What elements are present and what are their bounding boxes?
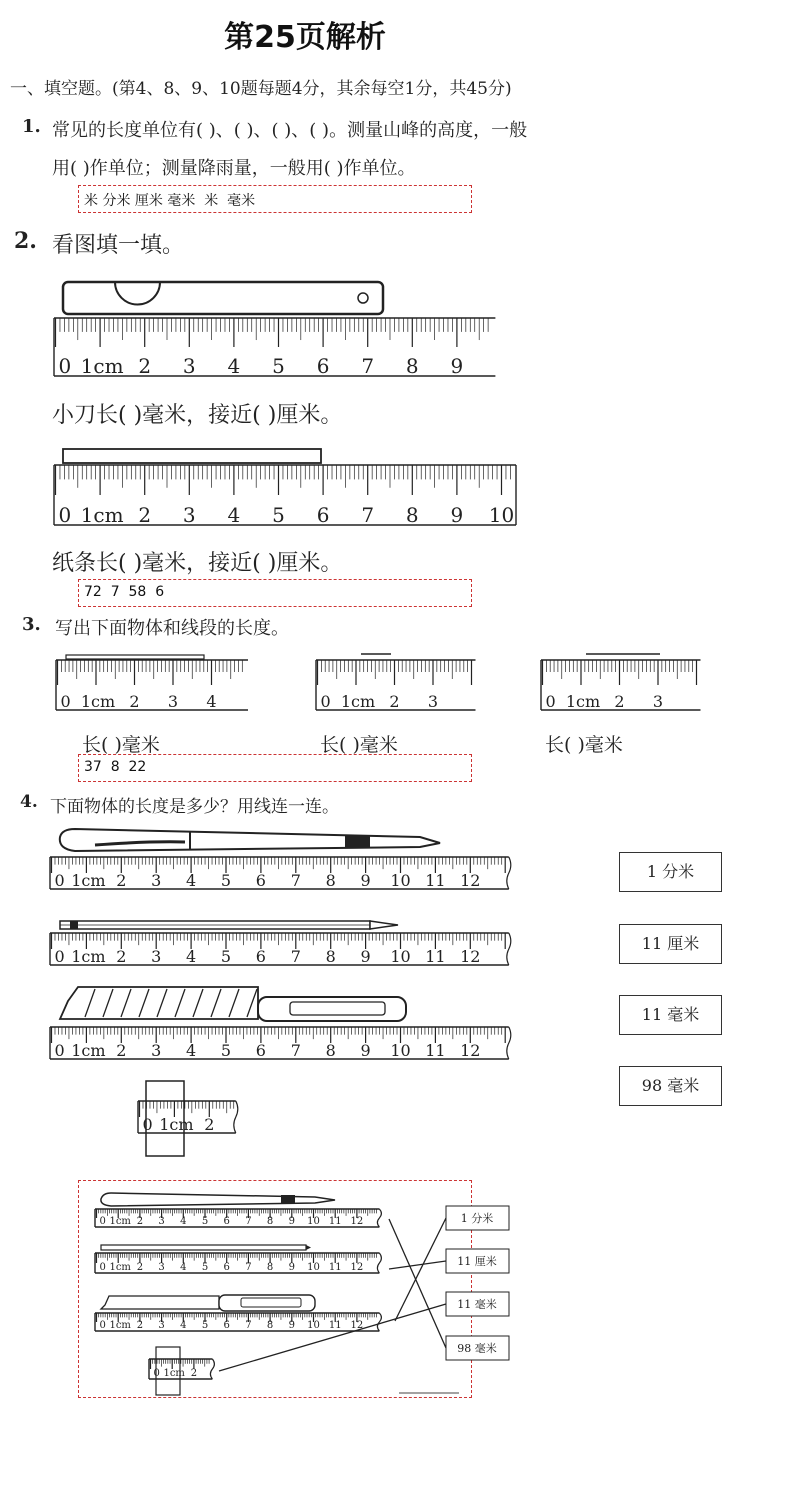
ruler: [50, 1027, 511, 1060]
ruler-tick-label: 6: [255, 1041, 266, 1060]
ruler-tick-label: 2: [116, 871, 127, 890]
ruler-tick-label: 5: [220, 1041, 232, 1060]
ruler-tick-label: 10: [390, 1041, 411, 1060]
ruler-tick-label: 12: [460, 947, 481, 966]
ruler-tick-label: 2: [138, 503, 152, 527]
ruler-cm-label: 1cm: [159, 1115, 194, 1134]
ruler-tick-label: 2: [116, 1041, 127, 1060]
q3-rulers-figure: [0, 650, 720, 720]
ruler-tick-label: 7: [245, 1262, 252, 1273]
ruler-cm-label: 1cm: [340, 692, 376, 711]
ruler-tick-label: 5: [272, 354, 285, 378]
ruler-tick-label: 4: [227, 503, 241, 527]
q1-number: 1.: [22, 116, 41, 137]
ruler-tick-label: 4: [227, 354, 241, 378]
ruler-tick-label: 0: [153, 1368, 160, 1379]
ruler-tick-label: 10: [488, 503, 515, 527]
ruler-tick-label: 7: [245, 1216, 252, 1227]
ruler-tick-label: 12: [350, 1320, 364, 1331]
ruler-tick-label: 8: [325, 947, 336, 966]
q4-objects-figure: [0, 825, 560, 1165]
ruler-tick-label: 4: [180, 1262, 187, 1273]
ruler-tick-label: 11: [425, 947, 446, 966]
ruler-tick-label: 2: [190, 1368, 198, 1379]
ruler-cm-label: 1cm: [80, 354, 124, 378]
q3-number: 3.: [22, 614, 41, 635]
ruler-tick-label: 3: [158, 1262, 165, 1273]
match-line-cutter: [395, 1218, 446, 1321]
ruler-tick-label: 3: [182, 503, 196, 527]
q4-number: 4.: [20, 792, 38, 812]
option-box-1[interactable]: 1 分米: [619, 852, 722, 892]
q1-answer-box: 米 分米 厘米 毫米 米 毫米: [78, 185, 472, 213]
option-box-4[interactable]: 98 毫米: [619, 1066, 722, 1106]
ruler-cm-label: 1cm: [109, 1216, 131, 1227]
ruler-tick-label: 0: [54, 947, 65, 966]
ruler-tick-label: 4: [186, 871, 197, 890]
ruler-tick-label: 3: [151, 871, 162, 890]
ruler-tick-label: 12: [460, 1041, 481, 1060]
ruler-tick-label: 3: [158, 1216, 165, 1227]
ruler-tick-label: 3: [151, 947, 162, 966]
ruler-tick-label: 12: [350, 1262, 364, 1273]
ruler-tick-label: 3: [652, 692, 664, 711]
ruler-tick-label: 3: [167, 692, 179, 711]
ruler-tick-label: 10: [307, 1216, 320, 1227]
ruler-tick-label: 9: [360, 947, 371, 966]
ruler-cm-label: 1cm: [71, 947, 106, 966]
ruler: [95, 1313, 381, 1331]
ruler-cm-label: 1cm: [80, 692, 116, 711]
ruler-tick-label: 9: [360, 871, 371, 890]
ruler-tick-label: 11: [425, 871, 446, 890]
q3-label-2: 长( )毫米: [320, 734, 398, 756]
ruler-tick-label: 9: [288, 1216, 295, 1227]
ruler-tick-label: 0: [142, 1115, 153, 1134]
q4-answer-box: [78, 1180, 497, 1398]
knife-ruler-figure: [0, 270, 540, 380]
ruler-tick-label: 0: [58, 503, 72, 527]
pencil-icon: [60, 921, 398, 929]
ruler-tick-label: 7: [290, 947, 301, 966]
ruler-tick-label: 4: [186, 947, 197, 966]
ruler-tick-label: 7: [361, 354, 375, 378]
ruler-tick-label: 8: [325, 1041, 336, 1060]
q3-answer-box: 37 8 22: [78, 754, 472, 782]
ruler-cm-label: 1cm: [109, 1320, 131, 1331]
answer-box-4-label: 98 毫米: [457, 1342, 497, 1355]
q2-number: 2.: [14, 228, 37, 254]
ruler: [54, 465, 516, 527]
ruler-tick-label: 0: [99, 1262, 106, 1273]
ruler: [541, 660, 701, 711]
answer-box-2-label: 11 厘米: [457, 1255, 497, 1268]
q3-label-1: 长( )毫米: [82, 734, 160, 756]
ruler-cm-label: 1cm: [71, 1041, 106, 1060]
ruler-tick-label: 5: [201, 1320, 209, 1331]
q1-line1: 常见的长度单位有( )、( )、( )、( )。测量山峰的高度，一般: [52, 120, 528, 141]
ruler-tick-label: 11: [425, 1041, 446, 1060]
ruler-tick-label: 8: [325, 871, 336, 890]
ruler-tick-label: 5: [272, 503, 285, 527]
ruler-tick-label: 9: [450, 354, 464, 378]
ruler-tick-label: 5: [201, 1262, 209, 1273]
ruler-tick-label: 12: [350, 1216, 364, 1227]
ruler-tick-label: 4: [186, 1041, 197, 1060]
ruler-tick-label: 2: [116, 947, 127, 966]
q3-label-3: 长( )毫米: [545, 734, 623, 756]
ruler: [50, 933, 511, 966]
q1-line2: 用( )作单位；测量降雨量，一般用( )作单位。: [52, 158, 416, 179]
ruler-cm-label: 1cm: [80, 503, 124, 527]
ruler: [56, 660, 248, 711]
pen-icon: [60, 829, 440, 851]
ruler-cm-label: 1cm: [565, 692, 601, 711]
ruler-cm-label: 1cm: [163, 1368, 185, 1379]
paper-strip: [63, 449, 321, 463]
ruler: [50, 857, 511, 890]
ruler-tick-label: 0: [54, 871, 65, 890]
ruler-tick-label: 6: [255, 947, 266, 966]
answer-matching-figure: [79, 1181, 497, 1397]
match-line-pencil: [389, 1261, 446, 1269]
ruler-tick-label: 8: [405, 354, 419, 378]
utility-knife-icon: [101, 1295, 315, 1311]
ruler-tick-label: 3: [427, 692, 439, 711]
ruler-tick-label: 11: [328, 1216, 342, 1227]
option-box-2[interactable]: 11 厘米: [619, 924, 722, 964]
ruler-tick-label: 3: [182, 354, 196, 378]
ruler-tick-label: 0: [54, 1041, 65, 1060]
q4-prompt: 下面物体的长度是多少？用线连一连。: [50, 797, 339, 817]
ruler-tick-label: 10: [390, 871, 411, 890]
q2-answer-box: 72 7 58 6: [78, 579, 472, 607]
page-title: 第25页解析: [224, 20, 386, 55]
ruler-cm-label: 1cm: [109, 1262, 131, 1273]
ruler-tick-label: 2: [136, 1262, 144, 1273]
object-bar: [66, 655, 204, 659]
ruler-tick-label: 2: [136, 1216, 144, 1227]
answer-box-3-label: 11 毫米: [457, 1298, 497, 1311]
ruler-tick-label: 2: [614, 692, 625, 711]
ruler-tick-label: 10: [390, 947, 411, 966]
answer-option-boxes: [446, 1206, 509, 1360]
q2-prompt: 看图填一填。: [52, 233, 185, 258]
pen-icon: [101, 1193, 335, 1206]
ruler-tick-label: 8: [405, 503, 419, 527]
ruler-tick-label: 0: [545, 692, 556, 711]
ruler-tick-label: 6: [223, 1262, 230, 1273]
ruler: [95, 1253, 381, 1273]
knife-icon: [63, 282, 383, 314]
ruler-tick-label: 0: [99, 1216, 106, 1227]
ruler-tick-label: 9: [450, 503, 464, 527]
option-box-3[interactable]: 11 毫米: [619, 995, 722, 1035]
ruler-tick-label: 5: [220, 947, 232, 966]
ruler-tick-label: 7: [290, 1041, 301, 1060]
ruler-tick-label: 4: [206, 692, 217, 711]
ruler-tick-label: 6: [316, 503, 330, 527]
ruler-tick-label: 0: [60, 692, 71, 711]
ruler-tick-label: 2: [204, 1115, 215, 1134]
ruler-tick-label: 0: [99, 1320, 106, 1331]
ruler-tick-label: 7: [290, 871, 301, 890]
ruler: [316, 660, 476, 711]
q2-knife-text: 小刀长( )毫米，接近( )厘米。: [52, 403, 343, 428]
q2-strip-text: 纸条长( )毫米，接近( )厘米。: [52, 551, 343, 576]
ruler-tick-label: 11: [328, 1320, 342, 1331]
ruler-tick-label: 0: [320, 692, 331, 711]
ruler-tick-label: 8: [266, 1262, 274, 1273]
ruler-tick-label: 10: [307, 1262, 320, 1273]
ruler-tick-label: 6: [223, 1320, 230, 1331]
ruler-tick-label: 8: [266, 1216, 274, 1227]
ruler-tick-label: 7: [245, 1320, 252, 1331]
ruler-tick-label: 4: [180, 1216, 187, 1227]
ruler-tick-label: 0: [58, 354, 72, 378]
ruler-tick-label: 3: [151, 1041, 162, 1060]
answer-box-1-label: 1 分米: [460, 1212, 494, 1225]
ruler-tick-label: 2: [389, 692, 400, 711]
ruler: [54, 318, 495, 378]
ruler-tick-label: 2: [138, 354, 152, 378]
ruler-tick-label: 7: [361, 503, 375, 527]
ruler-tick-label: 9: [288, 1262, 295, 1273]
match-line-pen: [389, 1219, 446, 1348]
ruler-tick-label: 4: [180, 1320, 187, 1331]
ruler-tick-label: 11: [328, 1262, 342, 1273]
ruler-cm-label: 1cm: [71, 871, 106, 890]
q3-prompt: 写出下面物体和线段的长度。: [55, 618, 289, 639]
ruler-tick-label: 5: [220, 871, 232, 890]
strip-ruler-figure: [0, 445, 540, 530]
ruler-tick-label: 3: [158, 1320, 165, 1331]
ruler-tick-label: 9: [360, 1041, 371, 1060]
ruler: [95, 1209, 381, 1227]
ruler-tick-label: 6: [316, 354, 330, 378]
ruler-tick-label: 2: [129, 692, 140, 711]
ruler-tick-label: 5: [201, 1216, 209, 1227]
ruler-tick-label: 9: [288, 1320, 295, 1331]
ruler-tick-label: 6: [255, 871, 266, 890]
ruler-tick-label: 12: [460, 871, 481, 890]
ruler-tick-label: 6: [223, 1216, 230, 1227]
section-heading: 一、填空题。(第4、8、9、10题每题4分，其余每空1分，共45分): [10, 79, 512, 99]
ruler-tick-label: 10: [307, 1320, 320, 1331]
ruler-tick-label: 2: [136, 1320, 144, 1331]
pencil-icon: [101, 1245, 311, 1250]
ruler-tick-label: 8: [266, 1320, 274, 1331]
